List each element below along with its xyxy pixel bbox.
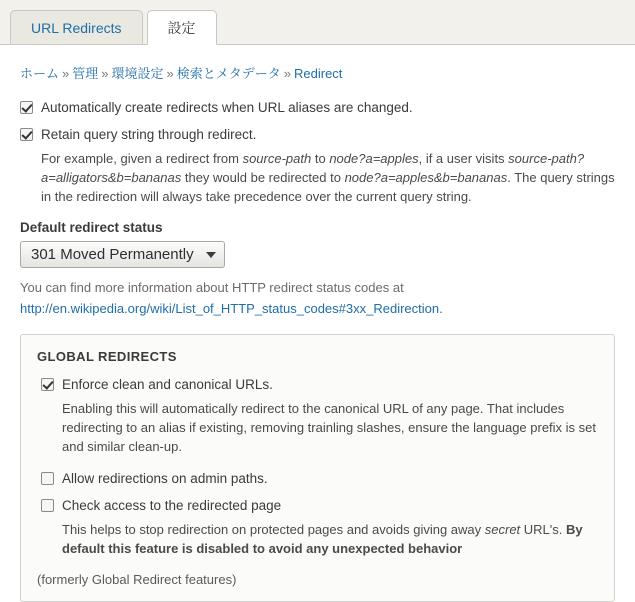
- check-access-checkbox[interactable]: [41, 499, 54, 512]
- breadcrumb-separator: »: [166, 66, 174, 81]
- enforce-clean-urls-description: Enabling this will automatically redirect to the canonical URL of any page. That includes redirecting to an alias if existing, removing trainling slashes, ensure the language prefix is set and similar clean-up.: [62, 401, 597, 454]
- breadcrumb-item-redirect[interactable]: Redirect: [294, 66, 343, 81]
- breadcrumb-item-home[interactable]: ホーム: [20, 66, 60, 81]
- redirect-status-help-text: You can find more information about HTTP redirect status codes at: [20, 280, 404, 295]
- retain-query-string-row: [20, 126, 619, 143]
- tab-list: [10, 10, 217, 45]
- global-redirects-footnote: (formerly Global Redirect features): [37, 572, 237, 587]
- default-redirect-status-select-wrap: [20, 241, 225, 268]
- breadcrumb-item-search-metadata[interactable]: 検索とメタデータ: [176, 66, 281, 81]
- auto-create-redirects-checkbox[interactable]: [20, 101, 33, 114]
- default-redirect-status-value: 301 Moved Permanently: [31, 246, 194, 263]
- enforce-clean-urls-checkbox[interactable]: [41, 378, 54, 391]
- enforce-clean-urls-label[interactable]: Enforce clean and canonical URLs.: [62, 377, 273, 392]
- tab-bar: [0, 0, 635, 45]
- http-status-codes-link[interactable]: http://en.wikipedia.org/wiki/List_of_HTTP_status_codes#3xx_Redirection.: [20, 301, 443, 316]
- default-redirect-status-label: Default redirect status: [20, 220, 163, 235]
- tab-settings[interactable]: 設定: [147, 10, 217, 45]
- allow-admin-paths-checkbox[interactable]: [41, 472, 54, 485]
- tab-url-redirects[interactable]: URL Redirects: [10, 10, 143, 45]
- auto-create-redirects-label[interactable]: Automatically create redirects when URL aliases are changed.: [41, 100, 413, 115]
- page-content: [0, 45, 635, 602]
- check-access-label[interactable]: Check access to the redirected page: [62, 498, 282, 513]
- breadcrumb: [20, 65, 619, 83]
- allow-admin-paths-label[interactable]: Allow redirections on admin paths.: [62, 471, 268, 486]
- retain-query-string-checkbox[interactable]: [20, 128, 33, 141]
- breadcrumb-separator: »: [283, 66, 291, 81]
- breadcrumb-separator: »: [101, 66, 109, 81]
- retain-query-string-description: For example, given a redirect from source-path to node?a=apples, if a user visits source-path?a=alligators&b=bananas they would be redirected to node?a=apples&b=bananas. The query strings in the redirection will always take precedence over the current query string.: [41, 151, 615, 204]
- breadcrumb-item-admin[interactable]: 管理: [72, 66, 99, 81]
- check-access-row: [41, 497, 598, 514]
- check-access-description: This helps to stop redirection on protected pages and avoids giving away secret URL's. By default this feature is disabled to avoid any unexpected behavior: [62, 522, 583, 556]
- breadcrumb-item-config[interactable]: 環境設定: [111, 66, 164, 81]
- enforce-clean-urls-row: [41, 376, 598, 393]
- redirect-status-help: [20, 278, 619, 318]
- global-redirects-fieldset: [20, 334, 615, 602]
- retain-query-string-label[interactable]: Retain query string through redirect.: [41, 127, 257, 142]
- breadcrumb-separator: »: [62, 66, 70, 81]
- auto-create-redirects-row: [20, 99, 619, 116]
- global-redirects-legend: GLOBAL REDIRECTS: [37, 349, 177, 364]
- default-redirect-status-select[interactable]: [20, 241, 225, 268]
- allow-admin-paths-row: [41, 470, 598, 487]
- chevron-down-icon: [206, 252, 216, 258]
